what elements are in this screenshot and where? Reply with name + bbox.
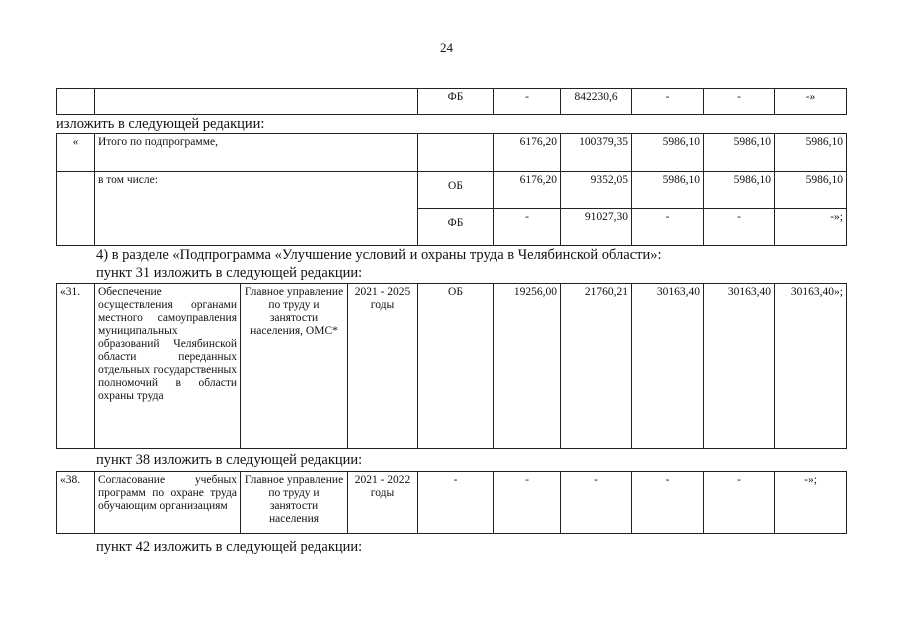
cell-description: Обеспечение осуществления органами местного самоуправления муниципальных образований Челябинской области переданных отдельных государственных полномочий в области охраны труда: [95, 284, 241, 449]
instruction-text: изложить в следующей редакции:: [56, 116, 265, 132]
cell-value: -: [632, 209, 704, 246]
table-row: [57, 89, 847, 115]
instruction-text: пункт 38 изложить в следующей редакции:: [96, 452, 363, 468]
cell-source: [418, 134, 494, 172]
cell-value: -»;: [775, 472, 847, 534]
cell-executor: Главное управление по труду и занятости населения, ОМС*: [241, 284, 348, 449]
cell-value: -: [561, 472, 632, 534]
cell-value: 100379,35: [561, 134, 632, 172]
cell-value: 6176,20: [494, 134, 561, 172]
cell-value: -: [632, 89, 704, 115]
cell-empty: [57, 172, 95, 246]
cell-number: «31.: [57, 284, 95, 449]
cell-value: 30163,40»;: [775, 284, 847, 449]
cell-value: 5986,10: [775, 134, 847, 172]
cell-number: «: [57, 134, 95, 172]
cell-value: 842230,6: [561, 89, 632, 115]
cell-value: 5986,10: [632, 134, 704, 172]
cell: [57, 89, 95, 115]
cell-source: ОБ: [418, 172, 494, 209]
instruction-text: пункт 31 изложить в следующей редакции:: [96, 265, 363, 281]
cell-value: 5986,10: [704, 172, 775, 209]
cell-value: 6176,20: [494, 172, 561, 209]
cell-label: в том числе:: [95, 172, 418, 246]
table-item-38: [56, 471, 847, 534]
cell: [95, 89, 418, 115]
cell-source: ОБ: [418, 284, 494, 449]
cell-period: 2021 - 2022 годы: [348, 472, 418, 534]
cell-value: -»: [775, 89, 847, 115]
cell-value: 30163,40: [632, 284, 704, 449]
cell-label: Итого по подпрограмме,: [95, 134, 418, 172]
cell-value: -: [494, 472, 561, 534]
cell-value: 21760,21: [561, 284, 632, 449]
table-row: [57, 134, 847, 172]
cell-value: -: [704, 209, 775, 246]
section-heading-text: 4) в разделе «Подпрограмма «Улучшение условий и охраны труда в Челябинской области»:: [96, 247, 662, 263]
table-top-fragment: [56, 88, 847, 115]
cell-source: -: [418, 472, 494, 534]
cell-value: -»;: [775, 209, 847, 246]
cell-number: «38.: [57, 472, 95, 534]
table-row: [57, 172, 847, 209]
cell-source: ФБ: [418, 89, 494, 115]
table-item-31: [56, 283, 847, 449]
cell-value: 5986,10: [704, 134, 775, 172]
cell-value: -: [494, 209, 561, 246]
cell-value: -: [704, 472, 775, 534]
cell-value: -: [494, 89, 561, 115]
cell-source: ФБ: [418, 209, 494, 246]
cell-value: -: [704, 89, 775, 115]
cell-value: 19256,00: [494, 284, 561, 449]
cell-description: Согласование учебных программ по охране труда обучающим организациям: [95, 472, 241, 534]
cell-value: 91027,30: [561, 209, 632, 246]
cell-value: 5986,10: [775, 172, 847, 209]
cell-value: 9352,05: [561, 172, 632, 209]
table-row: [57, 472, 847, 534]
cell-value: 30163,40: [704, 284, 775, 449]
page-number: 24: [440, 40, 453, 55]
cell-value: -: [632, 472, 704, 534]
table-row: [57, 284, 847, 449]
table-itogo: [56, 133, 847, 246]
cell-value: 5986,10: [632, 172, 704, 209]
instruction-text: пункт 42 изложить в следующей редакции:: [96, 539, 363, 555]
cell-period: 2021 - 2025 годы: [348, 284, 418, 449]
cell-executor: Главное управление по труду и занятости населения: [241, 472, 348, 534]
